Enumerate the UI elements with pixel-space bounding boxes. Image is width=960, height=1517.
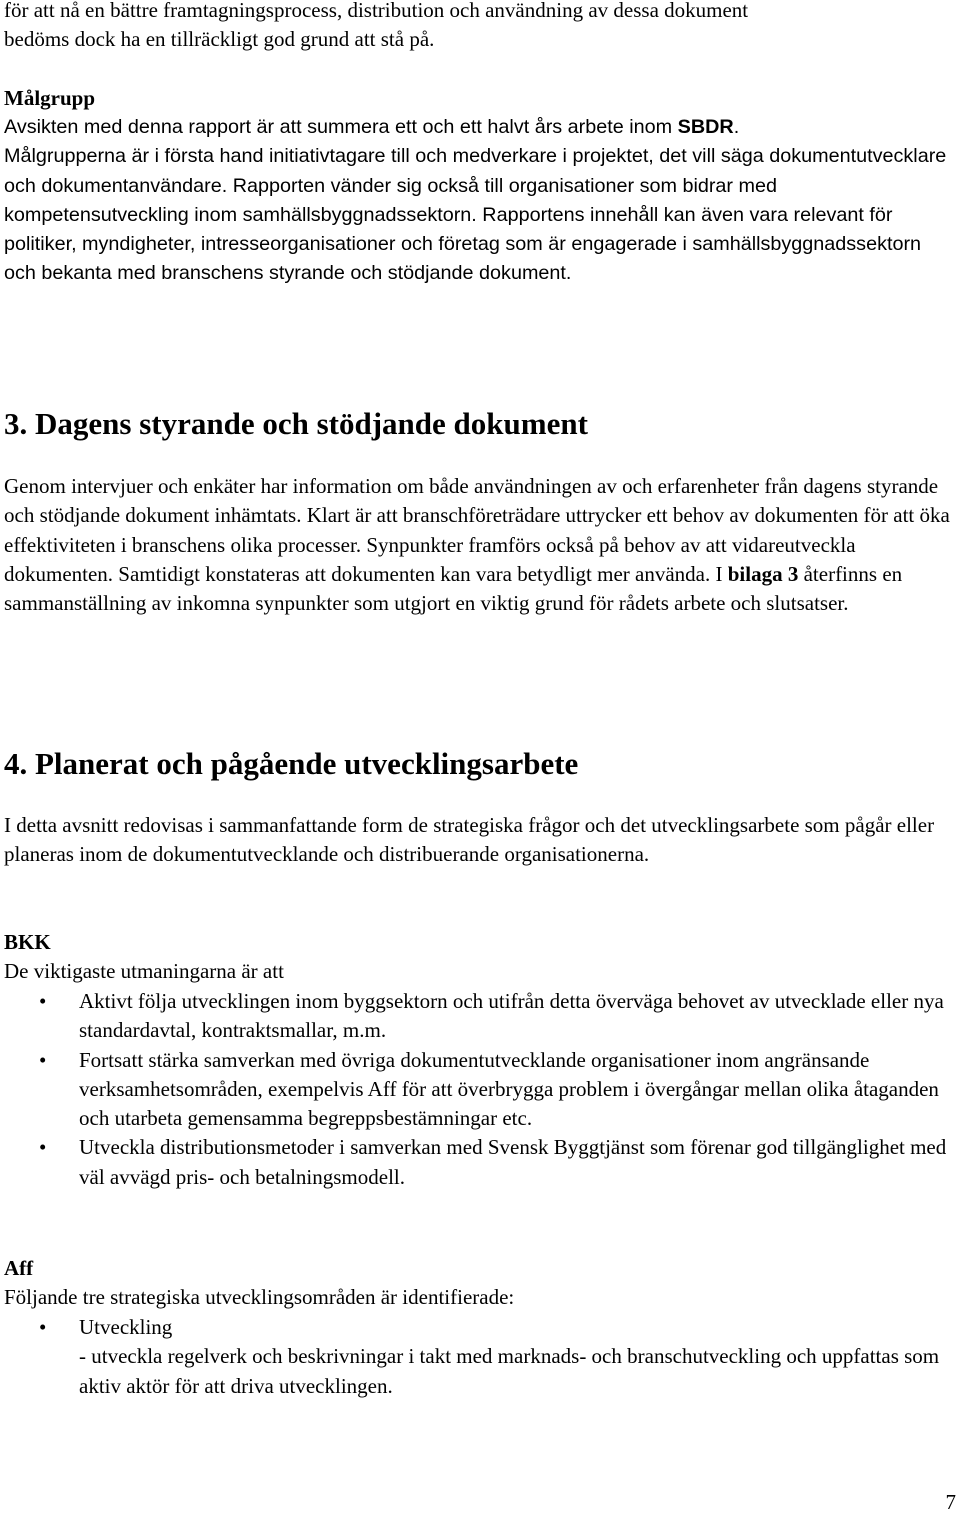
sbdr-bold: SBDR [677,116,734,138]
section-3-text-b: återfinns en sammanställning av inkomna synpunkter som utgjort en viktig grund för rådets arbete och slutsatser. [4,561,903,616]
section-3-paragraph [4,472,956,618]
bkk-lead: De viktigaste utmaningarna är att [4,959,284,983]
malgrupp-text-c: Målgrupperna är i första hand initiativtagare till och medverkare i projektet, det vill säga dokumentutvecklare och dokumentanvändare. Rapporten vänder sig också till organisationer som bidrar med kompetensutveckling inom samhällsbyggnadssektorn. Rapportens innehåll kan även vara relevant för politiker, myndigheter, intresseorganisationer och företag som är engagerade i samhällsbyggnadssektorn och bekanta med branschens styrande och stödjande dokument. [4,145,947,285]
section-3-text-a: Genom intervjuer och enkäter har information om både användningen av och erfarenheter från dagens styrande och stödjande dokument inhämtats. Klart är att branschföreträdare uttrycker ett behov av dokumenten för att öka effektiviteten i branschens olika processer. Synpunkter framförs också på behov av att vidareutveckla dokumenten. Samtidigt konstateras att dokumenten kan vara betydligt mer använda. I [4,474,950,586]
intro-line-2: bedöms dock ha en tillräckligt god grund att stå på. [4,27,435,52]
list-item [4,1313,956,1401]
aff-list [4,1313,956,1401]
section-3-heading: 3. Dagens styrande och stödjande dokument [4,406,588,441]
aff-item-body: - utveckla regelverk och beskrivningar i takt med marknads- och branschutveckling och uppfattas som aktiv aktör för att driva utvecklingen. [79,1344,940,1398]
bullet-icon: • [39,1135,47,1160]
malgrupp-paragraph [4,113,954,289]
aff-item-title: Utveckling [79,1315,173,1339]
malgrupp-text-a: Avsikten med denna rapport är att summera ett och ett halvt års arbete inom [4,116,678,138]
section-4-intro: I detta avsnitt redovisas i sammanfattande form de strategiska frågor och det utvecklingsarbete som pågår eller planeras inom de dokumentutvecklande och distribuerande organisationerna. [4,813,935,867]
bkk-heading: BKK [4,930,51,954]
bkk-item-text: Utveckla distributionsmetoder i samverkan med Svensk Byggtjänst som förenar god tillgänglighet med väl avvägd pris- och betalningsmodell. [79,1135,947,1189]
section-4-heading: 4. Planerat och pågående utvecklingsarbete [4,746,579,781]
malgrupp-heading: Målgrupp [4,86,96,110]
aff-heading: Aff [4,1256,34,1280]
aff-lead: Följande tre strategiska utvecklingsområden är identifierade: [4,1285,515,1309]
bullet-icon: • [39,1047,47,1072]
bullet-icon: • [39,1315,47,1339]
page-number: 7 [945,1490,956,1514]
bilaga-3-bold: bilaga 3 [727,561,799,586]
intro-paragraph [4,0,956,55]
bullet-icon: • [39,989,47,1013]
list-item [4,1133,956,1192]
list-item [4,1046,956,1134]
list-item [4,987,956,1046]
malgrupp-text-b: . [733,116,740,138]
intro-line-1: för att nå en bättre framtagningsprocess, distribution och användning av dessa dokument [4,0,749,22]
bkk-item-text: Aktivt följa utvecklingen inom byggsektorn och utifrån detta överväga behovet av utvecklade eller nya standardavtal, kontraktsmallar, m.m. [79,989,944,1043]
bkk-list [4,987,956,1192]
bkk-item-text: Fortsatt stärka samverkan med övriga dokumentutvecklande organisationer inom angränsande verksamhetsområden, exempelvis Aff för att överbrygga problem i övergångar mellan olika åtaganden och utarbeta gemensamma begreppsbestämningar etc. [79,1047,939,1131]
